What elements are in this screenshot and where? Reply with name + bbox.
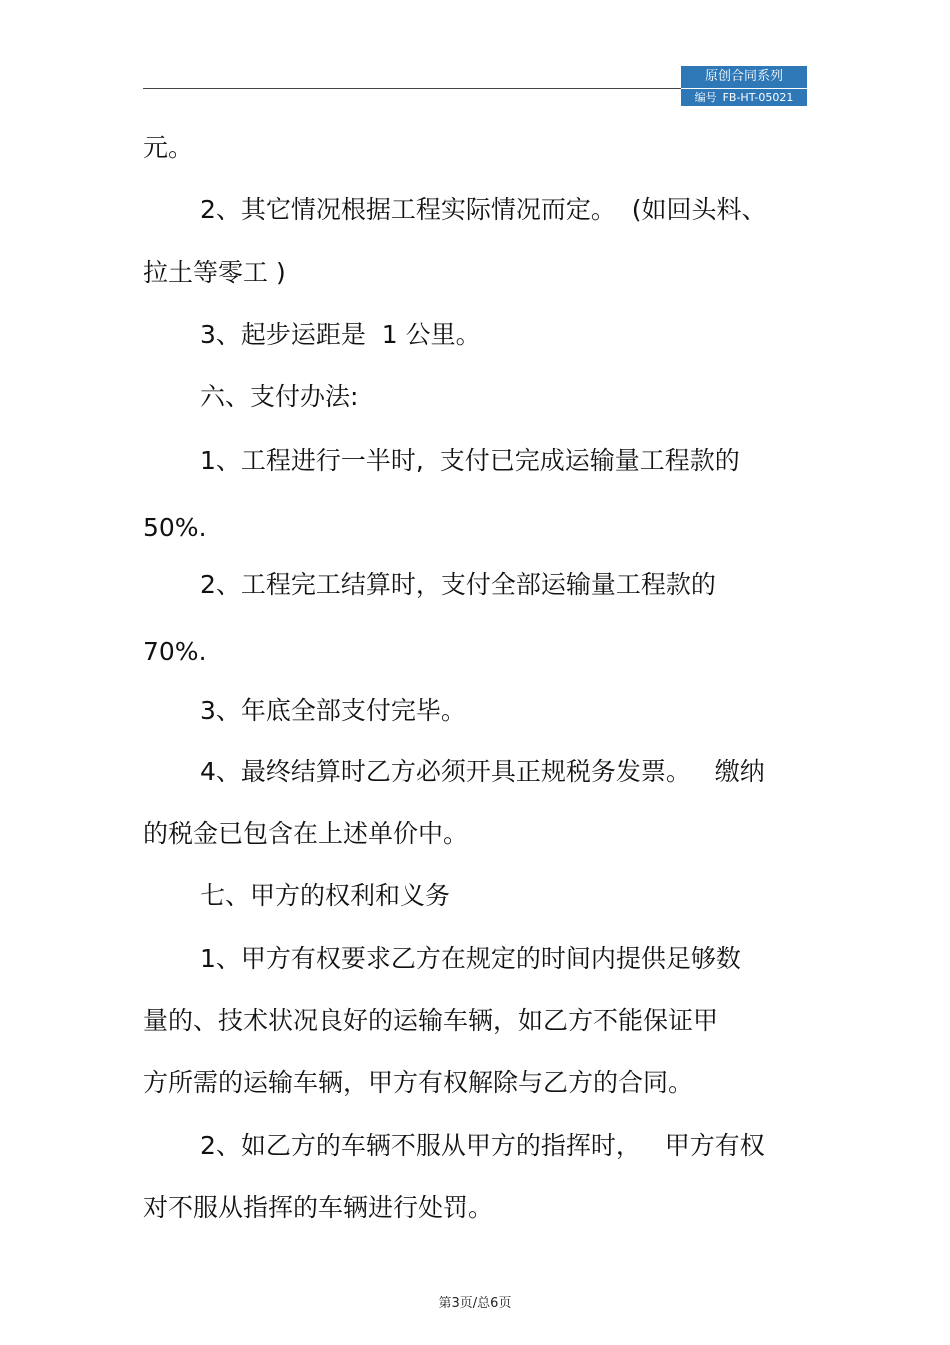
series-label: 原创合同系列 [681, 66, 807, 88]
document-code [681, 89, 807, 106]
body-line: 元。 [143, 133, 194, 162]
section-heading-payment: 六、支付办法: [200, 382, 359, 411]
body-line: 3、年底全部支付完毕。 [200, 696, 466, 725]
body-line: 3、起步运距是 1 公里。 [200, 320, 481, 349]
section-heading-party-a: 七、甲方的权利和义务 [200, 881, 451, 910]
body-line: 4、最终结算时乙方必须开具正规税务发票。 缴纳 [200, 757, 765, 786]
header-rule [143, 88, 681, 89]
body-line: 1、工程进行一半时, 支付已完成运输量工程款的 [200, 446, 740, 475]
page-number: 第3页/总6页 [438, 1296, 512, 1311]
body-line: 2、其它情况根据工程实际情况而定。 (如回头料、 [200, 195, 767, 224]
document-code-prefix: 编号 [694, 91, 717, 104]
body-line: 2、如乙方的车辆不服从甲方的指挥时， 甲方有权 [200, 1131, 765, 1160]
series-badge [681, 66, 807, 106]
body-line: 对不服从指挥的车辆进行处罚。 [143, 1193, 494, 1222]
body-line: 方所需的运输车辆，甲方有权解除与乙方的合同。 [143, 1068, 694, 1097]
body-line: 量的、技术状况良好的运输车辆，如乙方不能保证甲 [143, 1006, 719, 1035]
body-line: 1、甲方有权要求乙方在规定的时间内提供足够数 [200, 944, 741, 973]
body-line: 50%. [143, 513, 207, 542]
body-line: 的税金已包含在上述单价中。 [143, 819, 469, 848]
body-line: 2、工程完工结算时，支付全部运输量工程款的 [200, 570, 716, 599]
document-code-value: FB-HT-05021 [722, 91, 794, 104]
body-line: 70%. [143, 637, 207, 666]
body-line: 拉土等零工 ) [143, 258, 286, 287]
